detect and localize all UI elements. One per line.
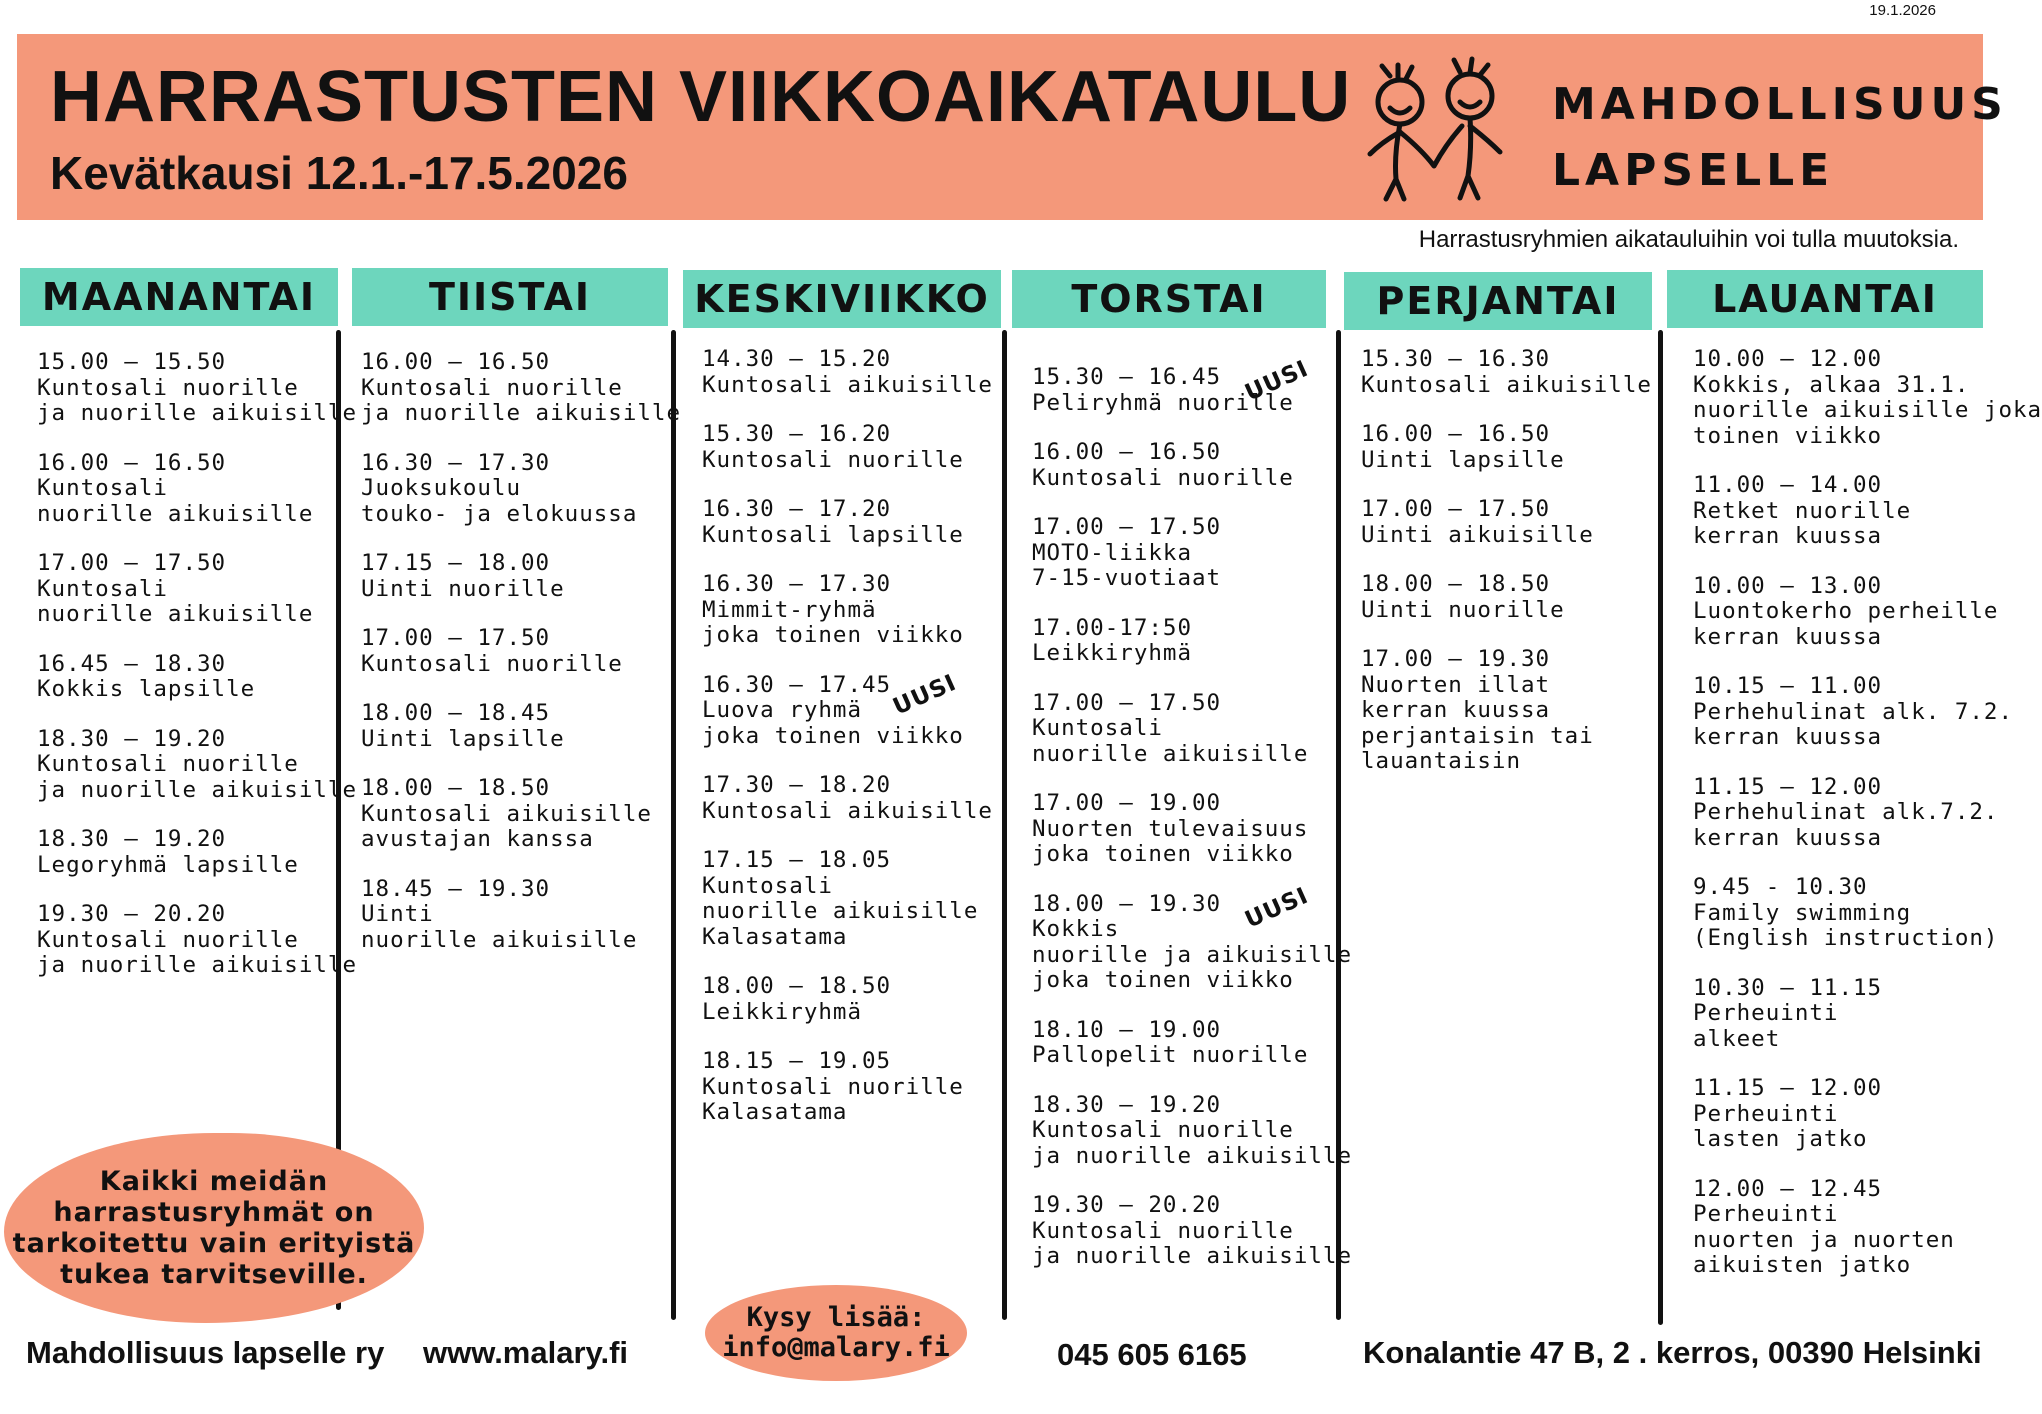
schedule-item-time: 10.15 – 11.00 <box>1693 673 1883 699</box>
schedule-item-description: Nuorten tulevaisuus <box>1032 815 1309 842</box>
schedule-item-description: Family swimming <box>1693 899 1912 926</box>
schedule-item <box>1032 355 1352 416</box>
schedule-item-time: 11.15 – 12.00 <box>1693 1075 1883 1101</box>
schedule-item <box>1693 1177 2042 1279</box>
schedule-item-time: 12.00 – 12.45 <box>1693 1175 1883 1202</box>
schedule-item-description: kerran kuussa <box>1693 523 1883 549</box>
schedule-item-description: alkeet <box>1693 1025 1781 1052</box>
schedule-item-time: 10.30 – 11.15 <box>1693 974 1883 1001</box>
schedule-item-time: 16.30 – 17.30 <box>702 571 892 597</box>
schedule-item-description: Nuorten illat <box>1361 671 1551 698</box>
schedule-item-description: Kokkis, alkaa 31.1. <box>1693 371 1970 398</box>
schedule-item <box>1361 572 1652 623</box>
schedule-item <box>1693 574 2042 651</box>
schedule-item-description: Uinti <box>361 901 434 927</box>
schedule-item-description: Kuntosali aikuisille <box>1361 371 1652 398</box>
schedule-item-description: Uinti lapsille <box>361 725 565 752</box>
schedule-item-description: nuorille aikuisille <box>1032 740 1309 767</box>
two-stick-children-holding-hands-icon <box>1352 52 1522 202</box>
schedule-item-description: joka toinen viikko <box>702 722 964 749</box>
schedule-item-time: 10.00 – 13.00 <box>1693 572 1883 599</box>
target-group-info-text: Kaikki meidän harrastusryhmät on tarkoitettu vain erityistä tukea tarvitseville. <box>12 1166 416 1290</box>
schedule-item-description: Peliryhmä nuorille <box>1032 389 1294 416</box>
schedule-item-time: 14.30 – 15.20 <box>702 346 892 372</box>
date-stamp: 19.1.2026 <box>1869 2 1936 19</box>
schedule-item-time: 18.45 – 19.30 <box>361 875 551 902</box>
schedule-item-time: 16.00 – 16.50 <box>1361 421 1551 447</box>
brand-name <box>1552 72 2008 204</box>
schedule-item-time: 16.00 – 16.50 <box>37 449 227 476</box>
schedule-item <box>1361 347 1652 398</box>
schedule-item-time: 17.00 – 19.00 <box>1032 790 1222 816</box>
schedule-item-description: Uinti nuorille <box>1361 596 1565 623</box>
schedule-item <box>37 902 357 979</box>
schedule-item <box>1032 882 1353 994</box>
schedule-item <box>1032 440 1352 491</box>
schedule-item-description: joka toinen viikko <box>1032 841 1294 867</box>
schedule-item-description: Perheuinti <box>1693 1100 1839 1127</box>
schedule-item-description: Pallopelit nuorille <box>1032 1042 1309 1068</box>
schedule-item-time: 16.30 – 17.20 <box>702 496 892 522</box>
page-subtitle: Kevätkausi 12.1.-17.5.2026 <box>50 147 628 199</box>
day-header-torstai: TORSTAI <box>1012 270 1326 328</box>
day-column-torstai <box>1032 355 1353 1294</box>
schedule-item-description: avustajan kanssa <box>361 826 594 852</box>
schedule-item-description: Kuntosali <box>37 575 168 602</box>
schedule-item <box>1032 1193 1352 1270</box>
schedule-item <box>37 451 357 528</box>
schedule-item-description: Kuntosali nuorille <box>702 1073 964 1100</box>
schedule-item <box>361 350 681 427</box>
schedule-item-description: Legoryhmä lapsille <box>37 851 299 878</box>
schedule-item-description: nuorille aikuisille joka <box>1693 397 2042 423</box>
schedule-item <box>37 551 357 628</box>
schedule-item-description: nuorille aikuisille <box>361 926 638 953</box>
schedule-item-time: 17.00 – 17.50 <box>37 550 227 576</box>
schedule-item-time: 17.00-17:50 <box>1032 614 1193 641</box>
schedule-item-time: 16.30 – 17.45 <box>702 671 892 698</box>
schedule-item <box>361 626 681 677</box>
schedule-item-description: Uinti nuorille <box>361 575 565 602</box>
schedule-item-description: perjantaisin tai <box>1361 722 1594 749</box>
schedule-item-time: 11.15 – 12.00 <box>1693 773 1883 800</box>
schedule-item-time: 11.00 – 14.00 <box>1693 472 1883 498</box>
schedule-item-description: Leikkiryhmä <box>702 998 863 1025</box>
brand-line-1: MAHDOLLISUUS <box>1552 79 2008 130</box>
schedule-item-time: 19.30 – 20.20 <box>1032 1192 1222 1218</box>
schedule-item <box>1693 473 2042 550</box>
schedule-item <box>702 497 993 548</box>
schedule-item <box>1693 674 2042 751</box>
schedule-item <box>1361 422 1652 473</box>
schedule-item-description: Kuntosali <box>1032 715 1163 741</box>
schedule-item <box>1032 691 1352 768</box>
schedule-change-notice: Harrastusryhmien aikatauluihin voi tulla muutoksia. <box>1418 226 1959 253</box>
schedule-item-time: 18.00 – 18.50 <box>702 973 892 999</box>
schedule-item <box>361 701 681 752</box>
schedule-item-description: Kuntosali nuorille <box>361 650 623 677</box>
schedule-item-description: Kuntosali nuorille <box>361 374 623 401</box>
schedule-item-description: Perheuinti <box>1693 1201 1839 1227</box>
schedule-item-description: Kokkis lapsille <box>37 676 256 702</box>
schedule-item-time: 15.00 – 15.50 <box>37 349 227 375</box>
schedule-item-description: (English instruction) <box>1693 925 1999 951</box>
schedule-item-description: Kuntosali aikuisille <box>361 800 652 827</box>
column-divider <box>1658 330 1663 1325</box>
schedule-item-time: 16.00 – 16.50 <box>1032 439 1222 465</box>
schedule-item-time: 18.15 – 19.05 <box>702 1048 892 1074</box>
schedule-item-time: 19.30 – 20.20 <box>37 901 227 927</box>
schedule-item-time: 17.00 – 19.30 <box>1361 646 1551 672</box>
schedule-item <box>1032 1093 1352 1170</box>
schedule-item <box>361 877 681 954</box>
schedule-item-description: joka toinen viikko <box>1032 967 1294 993</box>
schedule-item <box>1032 515 1352 592</box>
day-header-maanantai: MAANANTAI <box>20 268 338 326</box>
schedule-item-description: Uinti aikuisille <box>1361 521 1594 548</box>
schedule-item-time: 18.00 – 18.45 <box>361 700 551 726</box>
schedule-item-time: 15.30 – 16.45 <box>1032 364 1222 390</box>
schedule-item <box>1361 647 1652 775</box>
schedule-item-time: 17.15 – 18.05 <box>702 847 892 873</box>
schedule-item-description: Kuntosali nuorille <box>1032 1217 1294 1244</box>
footer-organization: Mahdollisuus lapselle ry <box>26 1335 385 1370</box>
schedule-item-description: Perhehulinat alk. 7.2. <box>1693 698 2014 725</box>
schedule-item-description: kerran kuussa <box>1693 724 1883 750</box>
schedule-item-description: ja nuorille aikuisille <box>1032 1243 1353 1269</box>
schedule-item-time: 15.30 – 16.30 <box>1361 346 1551 372</box>
schedule-item <box>702 773 993 824</box>
target-group-info <box>4 1133 424 1323</box>
schedule-item-description: ja nuorille aikuisille <box>37 952 358 978</box>
schedule-item <box>37 827 357 878</box>
schedule-item-time: 17.15 – 18.00 <box>361 550 551 576</box>
schedule-item-description: ja nuorille aikuisille <box>361 400 682 426</box>
footer-phone: 045 605 6165 <box>1057 1337 1247 1372</box>
new-badge: UUSI <box>889 669 961 720</box>
schedule-item-description: kerran kuussa <box>1693 824 1883 851</box>
schedule-item-description: Kalasatama <box>702 1099 848 1125</box>
schedule-item <box>702 572 993 649</box>
schedule-item-description: Kuntosali nuorille <box>1032 464 1294 491</box>
schedule-item <box>702 1049 993 1126</box>
schedule-item-description: Uinti lapsille <box>1361 446 1565 473</box>
day-column-keskiviikko <box>702 347 993 1150</box>
schedule-item-time: 17.00 – 17.50 <box>1032 514 1222 540</box>
schedule-item-description: nuorille ja aikuisille <box>1032 941 1353 968</box>
schedule-item-description: nuorille aikuisille <box>37 500 314 527</box>
schedule-item-description: touko- ja elokuussa <box>361 500 638 527</box>
day-column-lauantai <box>1693 347 2042 1303</box>
schedule-item-description: lasten jatko <box>1693 1126 1868 1152</box>
schedule-item-description: Kuntosali nuorille <box>702 446 964 473</box>
schedule-item-description: Mimmit-ryhmä <box>702 596 877 623</box>
schedule-item-description: ja nuorille aikuisille <box>1032 1142 1353 1169</box>
schedule-item-description: Kuntosali nuorille <box>1032 1117 1294 1143</box>
schedule-item <box>361 776 681 853</box>
schedule-item <box>37 652 357 703</box>
schedule-item-description: Kuntosali lapsille <box>702 521 964 548</box>
schedule-item-description: Luontokerho perheille <box>1693 598 1999 624</box>
brand-line-2: LAPSELLE <box>1552 145 1835 196</box>
schedule-item-description: ja nuorille aikuisille <box>37 400 358 426</box>
schedule-item-description: Kokkis <box>1032 916 1120 942</box>
schedule-item-description: Retket nuorille <box>1693 497 1912 524</box>
schedule-item-description: Perhehulinat alk.7.2. <box>1693 799 1999 825</box>
new-badge: UUSI <box>1241 355 1313 407</box>
schedule-item <box>702 848 993 950</box>
schedule-item-description: nuorten ja nuorten <box>1693 1226 1955 1253</box>
schedule-item-description: 7-15-vuotiaat <box>1032 565 1222 591</box>
schedule-item-description: Kuntosali nuorille <box>37 374 299 401</box>
schedule-item-time: 18.00 – 18.50 <box>1361 571 1551 597</box>
schedule-item <box>1032 616 1352 667</box>
schedule-item-description: Kuntosali <box>37 475 168 501</box>
schedule-item-time: 18.30 – 19.20 <box>37 826 227 852</box>
schedule-item <box>702 422 993 473</box>
footer-website[interactable]: www.malary.fi <box>423 1335 629 1370</box>
schedule-item <box>702 347 993 398</box>
schedule-item <box>1693 976 2042 1053</box>
schedule-item-description: MOTO-liikka <box>1032 539 1193 566</box>
day-header-keskiviikko: KESKIVIIKKO <box>683 270 1001 328</box>
schedule-item-time: 18.00 – 19.30 <box>1032 890 1222 917</box>
schedule-item-description: aikuisten jatko <box>1693 1252 1912 1278</box>
day-column-tiistai <box>361 350 681 977</box>
schedule-item <box>37 727 357 804</box>
schedule-item-time: 15.30 – 16.20 <box>702 421 892 447</box>
schedule-item <box>1361 497 1652 548</box>
day-header-tiistai: TIISTAI <box>352 268 668 326</box>
schedule-item <box>37 350 357 427</box>
schedule-item-description: Kalasatama <box>702 923 848 950</box>
schedule-item-description: joka toinen viikko <box>702 622 964 648</box>
schedule-item-description: toinen viikko <box>1693 422 1883 449</box>
schedule-item-description: kerran kuussa <box>1361 697 1551 723</box>
schedule-item-description: Juoksukoulu <box>361 475 522 501</box>
contact-email-text: Kysy lisää: info@malary.fi <box>722 1302 950 1363</box>
schedule-item-description: Kuntosali nuorille <box>37 926 299 953</box>
schedule-item-description: nuorille aikuisille <box>702 898 979 924</box>
schedule-item-description: Leikkiryhmä <box>1032 640 1193 666</box>
schedule-item-description: Luova ryhmä <box>702 697 863 723</box>
schedule-item-time: 18.10 – 19.00 <box>1032 1016 1222 1043</box>
schedule-item <box>361 451 681 528</box>
page-title: HARRASTUSTEN VIIKKOAIKATAULU <box>50 57 1352 137</box>
schedule-item-description: Kuntosali <box>702 872 833 899</box>
day-header-lauantai: LAUANTAI <box>1667 270 1983 328</box>
header-banner <box>17 34 2008 220</box>
schedule-item <box>1032 1018 1352 1069</box>
schedule-item <box>1693 1076 2042 1153</box>
footer-address: Konalantie 47 B, 2 . kerros, 00390 Helsinki <box>1363 1335 1982 1370</box>
schedule-item-description: Perheuinti <box>1693 1000 1839 1026</box>
schedule-item-time: 9.45 - 10.30 <box>1693 874 1868 900</box>
schedule-item <box>1693 347 2042 449</box>
schedule-item-description: Kuntosali aikuisille <box>702 797 993 824</box>
schedule-item-description: Kuntosali aikuisille <box>702 371 993 398</box>
schedule-item-time: 10.00 – 12.00 <box>1693 346 1883 372</box>
schedule-item-time: 17.00 – 17.50 <box>1361 496 1551 522</box>
schedule-item-time: 17.00 – 17.50 <box>1032 689 1222 716</box>
schedule-item-description: lauantaisin <box>1361 748 1522 774</box>
schedule-item-description: ja nuorille aikuisille <box>37 776 358 803</box>
day-column-perjantai <box>1361 347 1652 799</box>
schedule-item-time: 18.00 – 18.50 <box>361 775 551 801</box>
day-header-perjantai: PERJANTAI <box>1344 272 1652 330</box>
schedule-item-time: 18.30 – 19.20 <box>1032 1091 1222 1118</box>
schedule-item <box>1693 875 2042 952</box>
schedule-item-time: 18.30 – 19.20 <box>37 725 227 752</box>
day-column-maanantai <box>37 350 357 1003</box>
schedule-item <box>1032 791 1352 868</box>
schedule-item-time: 16.30 – 17.30 <box>361 449 551 476</box>
schedule-item-description: kerran kuussa <box>1693 623 1883 650</box>
schedule-item-description: nuorille aikuisille <box>37 601 314 627</box>
schedule-item <box>702 974 993 1025</box>
schedule-item-description: Kuntosali nuorille <box>37 751 299 777</box>
schedule-item-time: 16.00 – 16.50 <box>361 349 551 375</box>
schedule-item-time: 17.00 – 17.50 <box>361 625 551 651</box>
schedule-item-time: 17.30 – 18.20 <box>702 772 892 798</box>
schedule-item <box>702 669 993 750</box>
schedule-item <box>1693 775 2042 852</box>
new-badge: UUSI <box>1241 882 1313 933</box>
contact-email-bubble <box>705 1285 967 1381</box>
schedule-item-time: 16.45 – 18.30 <box>37 650 227 677</box>
column-divider <box>1002 330 1007 1320</box>
schedule-item <box>361 551 681 602</box>
